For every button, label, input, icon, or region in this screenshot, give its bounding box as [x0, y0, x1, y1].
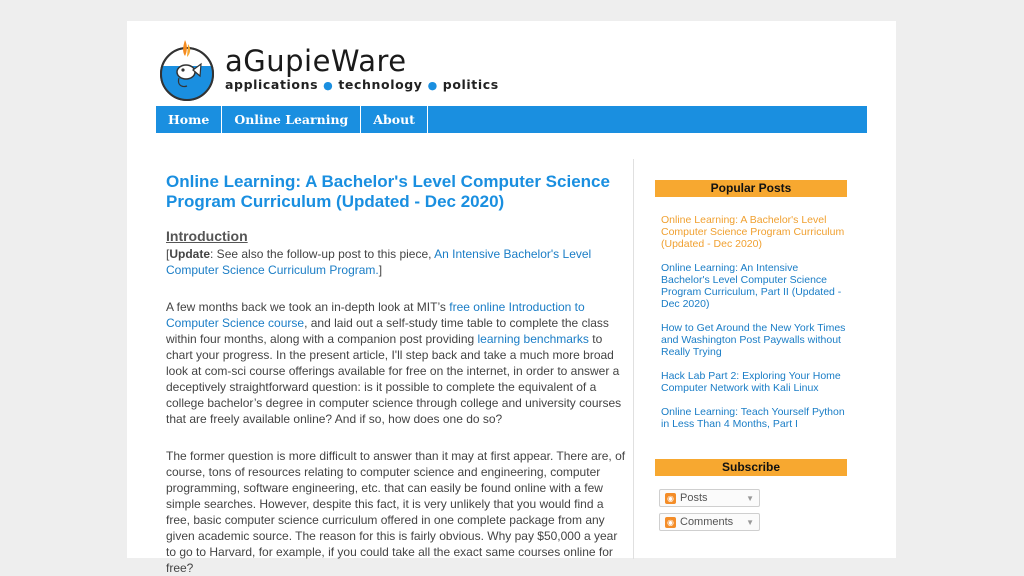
tagline-technology: technology: [338, 77, 423, 92]
introduction-heading: Introduction: [166, 228, 248, 244]
update-note: [166, 246, 626, 278]
subscribe-posts-label: Posts: [680, 492, 708, 504]
site-title[interactable]: aGupieWare: [225, 44, 407, 78]
tagline-politics: politics: [442, 77, 499, 92]
sidebar: [655, 180, 847, 531]
popular-post-link[interactable]: How to Get Around the New York Times and Washington Post Paywalls without Really Trying: [661, 322, 846, 358]
subscribe-title: Subscribe: [655, 459, 847, 476]
update-label: Update: [169, 247, 211, 261]
nav-home[interactable]: Home: [156, 106, 222, 133]
popular-post-link[interactable]: Online Learning: An Intensive Bachelor's Level Computer Science Program Curriculum, Part II (Updated - Dec 2020): [661, 262, 842, 310]
update-close: ]: [378, 263, 383, 277]
goldfish-bowl-logo-icon[interactable]: [157, 36, 219, 102]
main-nav: [156, 106, 867, 133]
popular-posts-list: [655, 214, 847, 430]
paragraph-2: The former question is more difficult to answer than it may at first appear. There are, of course, tons of resources relating to computer science and engineering, computer programming, software engineering, etc. that can easily be found online with a few simple searches. However, despite this fact, it is very unlikely that you would find a free, basic computer science curriculum offered in one complete package from any given academic source. The reason for this is fairly obvious. Why pay $50,000 a year to go to Harvard, for example, if you could take all the exact same courses online for free?: [166, 449, 626, 575]
nav-online-learning[interactable]: Online Learning: [222, 106, 361, 133]
popular-posts-title: Popular Posts: [655, 180, 847, 197]
follow-up-post-link[interactable]: An Intensive Bachelor's Level Computer Science Curriculum Program.: [166, 247, 592, 277]
para1-text-1: A few months back we took an in-depth look at MIT’s: [166, 300, 450, 314]
paragraph-1: [166, 299, 626, 427]
subscribe-posts-dropdown[interactable]: [659, 489, 760, 507]
update-open-bracket: [: [166, 247, 170, 261]
bullet-icon: ●: [323, 79, 334, 92]
post-content: [166, 172, 626, 576]
tagline: [225, 77, 499, 94]
rss-icon: ◉: [665, 517, 676, 528]
para1-text-3: to chart your progress. In the present article, I'll step back and take a much more broad look at com-sci course offerings available for free on the internet, in order to answer a deceptively straightforward question: is it possible to complete the equivalent of a college bachelor’s degree in computer science through college and university courses that are freely available online? And if so, how does one do so?: [166, 332, 622, 426]
subscribe-comments-label: Comments: [680, 516, 734, 528]
page-container: [127, 21, 896, 575]
popular-post-link[interactable]: Online Learning: A Bachelor's Level Computer Science Program Curriculum (Updated - Dec 2020): [661, 214, 845, 250]
popular-post-link[interactable]: Hack Lab Part 2: Exploring Your Home Computer Network with Kali Linux: [661, 370, 841, 394]
nav-about[interactable]: About: [361, 106, 428, 133]
mit-course-link[interactable]: free online Introduction to Computer Science course: [166, 300, 585, 330]
subscribe-comments-dropdown[interactable]: [659, 513, 760, 531]
rss-icon: ◉: [665, 493, 676, 504]
dropdown-caret-icon: ▼: [746, 517, 754, 527]
tagline-applications: applications: [225, 77, 319, 92]
popular-post-link[interactable]: Online Learning: Teach Yourself Python in Less Than 4 Months, Part I: [661, 406, 845, 430]
post-title[interactable]: Online Learning: A Bachelor's Level Computer Science Program Curriculum (Updated - Dec 2020): [166, 172, 610, 211]
para1-text-2: , and laid out a self-study time table to complete the class within four months, along with a companion post providing: [166, 316, 609, 346]
dropdown-caret-icon: ▼: [746, 493, 754, 503]
learning-benchmarks-link[interactable]: learning benchmarks: [477, 332, 589, 346]
bullet-icon: ●: [427, 79, 438, 92]
update-text: : See also the follow-up post to this piece,: [210, 247, 435, 261]
column-divider: [633, 159, 634, 559]
